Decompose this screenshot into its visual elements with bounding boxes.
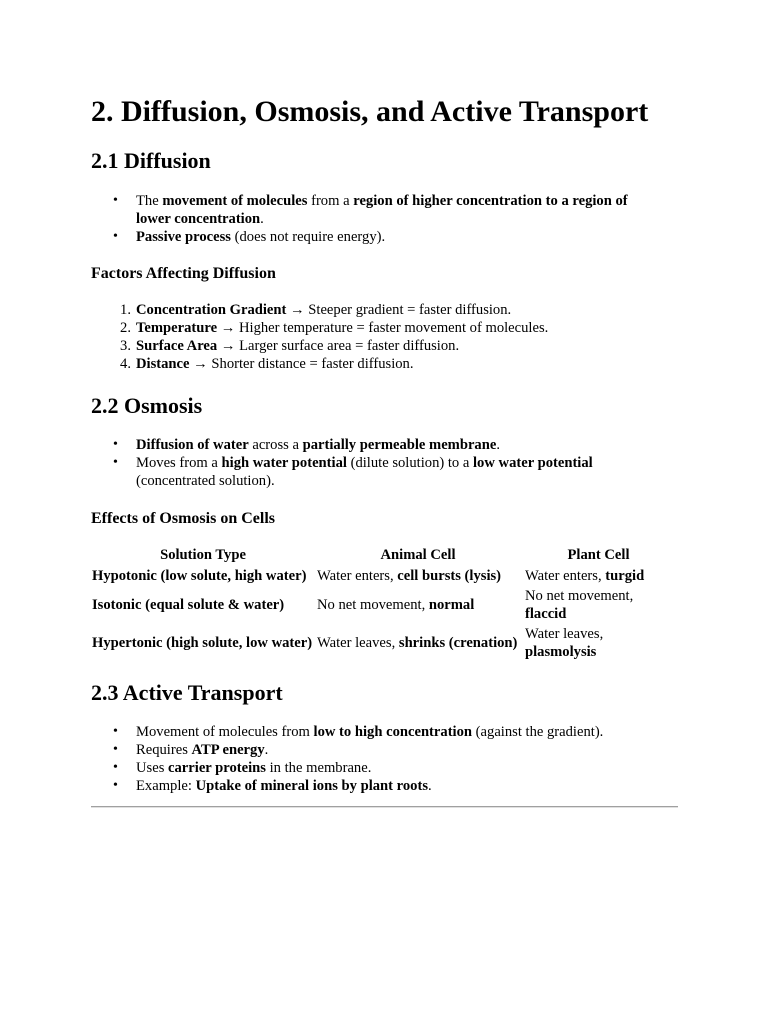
bold-text: cell bursts (lysis) <box>397 568 502 584</box>
bold-text: Concentration Gradient <box>136 302 287 318</box>
bullet-icon: • <box>113 437 118 452</box>
bold-text: Temperature <box>136 320 218 336</box>
text-run: The <box>136 193 163 209</box>
bold-text: plasmolysis <box>525 644 597 660</box>
section-heading-osmosis: 2.2 Osmosis <box>91 393 203 418</box>
bold-text: Surface Area <box>136 338 218 354</box>
header-solution-type: Solution Type <box>160 547 246 563</box>
active-transport-bullets <box>91 723 651 795</box>
text-run: from a <box>307 193 354 209</box>
text-run: No net movement, <box>525 588 634 604</box>
bold-text: high water potential <box>221 455 347 471</box>
table-row <box>91 624 676 662</box>
bold-text: region of higher concentration to a region of lower concentration <box>136 193 628 227</box>
factors-list <box>91 301 651 373</box>
text-run: Water leaves, <box>525 626 604 642</box>
table-body <box>91 566 676 662</box>
header-animal-cell: Animal Cell <box>380 547 456 563</box>
bullet-icon: • <box>113 193 118 208</box>
bold-text: turgid <box>605 568 645 584</box>
text-run: → Larger surface area = faster diffusion. <box>217 338 460 354</box>
diffusion-bullets <box>91 192 651 246</box>
bold-text: partially permeable membrane <box>302 437 497 453</box>
text-run: Example: <box>136 778 196 794</box>
bold-text: Distance <box>136 356 190 372</box>
bold-text: carrier proteins <box>168 760 266 776</box>
text-run: Water leaves, <box>317 635 399 651</box>
cell-solution-type: Hypotonic (low solute, high water) <box>92 568 307 584</box>
bold-text: movement of molecules <box>162 193 308 209</box>
text-run: (concentrated solution). <box>136 473 275 489</box>
bold-text: shrinks (crenation) <box>398 635 518 651</box>
cell-animal <box>315 566 521 586</box>
bullet-icon: • <box>113 742 118 757</box>
effects-heading: Effects of Osmosis on Cells <box>91 510 275 527</box>
text-run: Water enters, <box>525 568 606 584</box>
bold-text: flaccid <box>525 606 567 622</box>
list-item <box>91 723 651 741</box>
bullet-icon: • <box>113 229 118 244</box>
list-item <box>91 319 651 337</box>
page-title: 2. Diffusion, Osmosis, and Active Transport <box>91 95 649 128</box>
text-run: (dilute solution) to a <box>346 455 473 471</box>
list-number: 2. <box>120 320 131 336</box>
text-run: Water enters, <box>317 568 398 584</box>
list-item <box>91 741 651 759</box>
cell-animal <box>315 624 521 662</box>
text-run: → Higher temperature = faster movement of molecules. <box>217 320 549 336</box>
text-run: . <box>260 211 264 227</box>
table-header-row <box>91 545 676 566</box>
cell-animal <box>315 586 521 624</box>
bold-text: low to high concentration <box>313 724 473 740</box>
text-run: . <box>496 437 500 453</box>
list-item <box>91 355 651 373</box>
bold-text: Diffusion of water <box>136 437 249 453</box>
text-run: No net movement, <box>317 597 429 613</box>
text-run: . <box>428 778 432 794</box>
bold-text: Passive process <box>136 229 231 245</box>
table-row <box>91 566 676 586</box>
cell-plant <box>521 586 676 624</box>
list-number: 4. <box>120 356 131 372</box>
text-run: (does not require energy). <box>231 229 386 245</box>
section-heading-active-transport: 2.3 Active Transport <box>91 680 283 705</box>
bullet-icon: • <box>113 778 118 793</box>
list-item <box>91 192 651 228</box>
list-item <box>91 228 651 246</box>
text-run: Movement of molecules from <box>136 724 314 740</box>
cell-solution-type: Isotonic (equal solute & water) <box>92 597 285 613</box>
text-run: in the membrane. <box>265 760 372 776</box>
text-run: . <box>264 742 269 758</box>
osmosis-effects-table <box>91 545 676 662</box>
cell-plant <box>521 566 676 586</box>
osmosis-bullets <box>91 436 651 490</box>
cell-solution-type: Hypertonic (high solute, low water) <box>92 635 313 651</box>
text-run: → Shorter distance = faster diffusion. <box>189 356 414 372</box>
table-row <box>91 586 676 624</box>
list-item <box>91 337 651 355</box>
factors-heading: Factors Affecting Diffusion <box>91 265 276 282</box>
list-item <box>91 436 651 454</box>
text-run: → Steeper gradient = faster diffusion. <box>286 302 512 318</box>
bold-text: ATP energy <box>191 742 265 758</box>
header-plant-cell: Plant Cell <box>567 547 630 563</box>
text-run: Uses <box>136 760 169 776</box>
text-run: across a <box>248 437 303 453</box>
list-number: 3. <box>120 338 131 354</box>
section-heading-diffusion: 2.1 Diffusion <box>91 148 211 173</box>
horizontal-rule <box>91 806 678 808</box>
bold-text: normal <box>428 597 475 613</box>
bold-text: Uptake of mineral ions by plant roots <box>195 778 429 794</box>
list-number: 1. <box>120 302 131 318</box>
bullet-icon: • <box>113 760 118 775</box>
list-item <box>91 759 651 777</box>
text-run: Requires <box>136 742 192 758</box>
cell-plant <box>521 624 676 662</box>
bold-text: low water potential <box>473 455 593 471</box>
text-run: (against the gradient). <box>472 724 604 740</box>
list-item <box>91 454 651 490</box>
list-item <box>91 301 651 319</box>
bullet-icon: • <box>113 724 118 739</box>
bullet-icon: • <box>113 455 118 470</box>
list-item <box>91 777 651 795</box>
text-run: Moves from a <box>136 455 222 471</box>
